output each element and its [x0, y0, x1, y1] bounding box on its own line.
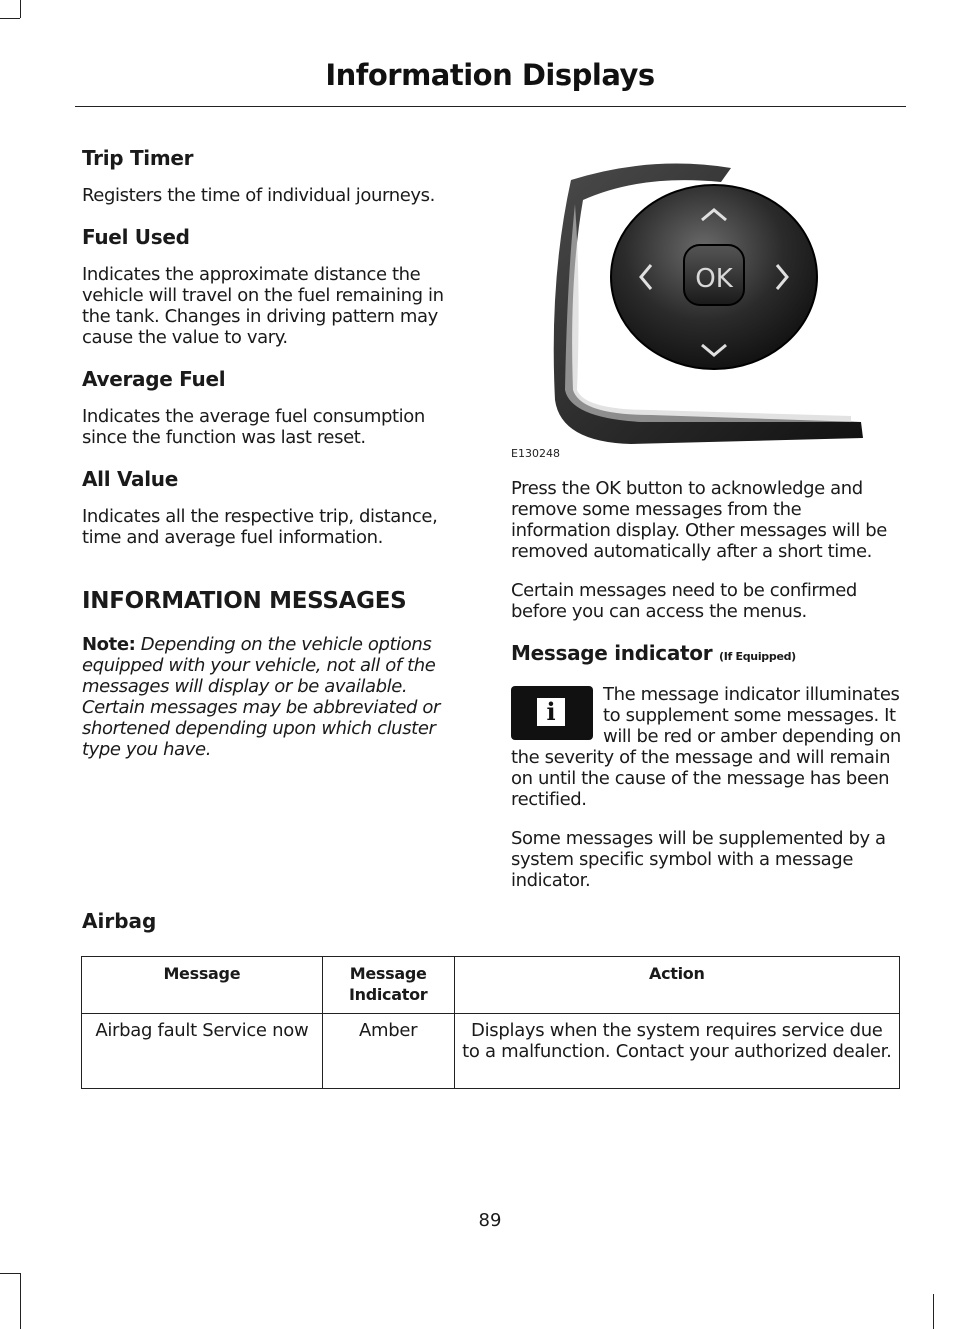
press-ok-text: Press the OK button to acknowledge and remove some messages from the information display. Other messages will be removed automatically after a short time.: [511, 478, 887, 562]
all-value-text: Indicates all the respective trip, distance, time and average fuel information.: [82, 506, 438, 548]
fuel-used-heading: Fuel Used: [82, 225, 190, 249]
note-text: Depending on the vehicle options equipped with your vehicle, not all of the messages will display or be available. Certain messages may be abbreviated or shortened depending upon which cluster type you have.: [82, 634, 440, 760]
confirm-text: Certain messages need to be confirmed before you can access the menus.: [511, 580, 857, 622]
header-rule: [75, 106, 906, 107]
left-column: [82, 145, 472, 760]
right-column: [511, 160, 906, 909]
info-icon-glyph: i: [546, 697, 556, 726]
message-indicator-block: [511, 684, 906, 828]
crop-mark: [0, 1273, 20, 1274]
steering-control-figure: [531, 160, 876, 445]
crop-mark: [20, 1273, 21, 1329]
trip-timer-heading: Trip Timer: [82, 146, 194, 170]
note-paragraph: [82, 634, 472, 760]
trip-timer-text: Registers the time of individual journeys.: [82, 185, 435, 206]
cell-indicator: Amber: [322, 1014, 454, 1089]
cell-action: Displays when the system requires service due to a malfunction. Contact your authorized dealer.: [454, 1014, 899, 1089]
message-indicator-title: Message indicator: [511, 641, 713, 665]
airbag-message-table: [81, 956, 900, 1089]
info-icon: [511, 686, 593, 740]
table-row: [82, 1014, 900, 1089]
if-equipped-label: (If Equipped): [718, 650, 796, 663]
airbag-heading: Airbag: [82, 909, 157, 933]
steering-button-illustration: [531, 160, 876, 445]
average-fuel-heading: Average Fuel: [82, 367, 226, 391]
crop-mark: [0, 18, 20, 19]
all-value-heading: All Value: [82, 467, 178, 491]
column-header-action: Action: [454, 957, 899, 1014]
figure-code: E130248: [511, 447, 560, 460]
information-messages-heading: INFORMATION MESSAGES: [82, 588, 407, 614]
supplement-text: Some messages will be supplemented by a system specific symbol with a message indicator.: [511, 828, 886, 891]
message-indicator-text: The message indicator illuminates to supplement some messages. It will be red or amber depending on the severity of the message and will remain on until the cause of the message has been rectified.: [511, 684, 901, 810]
message-indicator-heading: [511, 640, 906, 670]
cell-message: Airbag fault Service now: [82, 1014, 323, 1089]
column-header-indicator: Message Indicator: [322, 957, 454, 1014]
average-fuel-text: Indicates the average fuel consumption since the function was last reset.: [82, 406, 425, 448]
page-title: Information Displays: [325, 58, 655, 92]
table-header-row: [82, 957, 900, 1014]
fuel-used-text: Indicates the approximate distance the vehicle will travel on the fuel remaining in the tank. Changes in driving pattern may cause the value to vary.: [82, 264, 444, 348]
ok-button-label: OK: [695, 264, 733, 294]
crop-mark: [933, 1294, 934, 1329]
crop-mark: [20, 0, 21, 18]
note-label: Note:: [82, 634, 136, 655]
column-header-message: Message: [82, 957, 323, 1014]
info-icon-box: [537, 698, 565, 726]
page-number: 89: [478, 1210, 502, 1231]
